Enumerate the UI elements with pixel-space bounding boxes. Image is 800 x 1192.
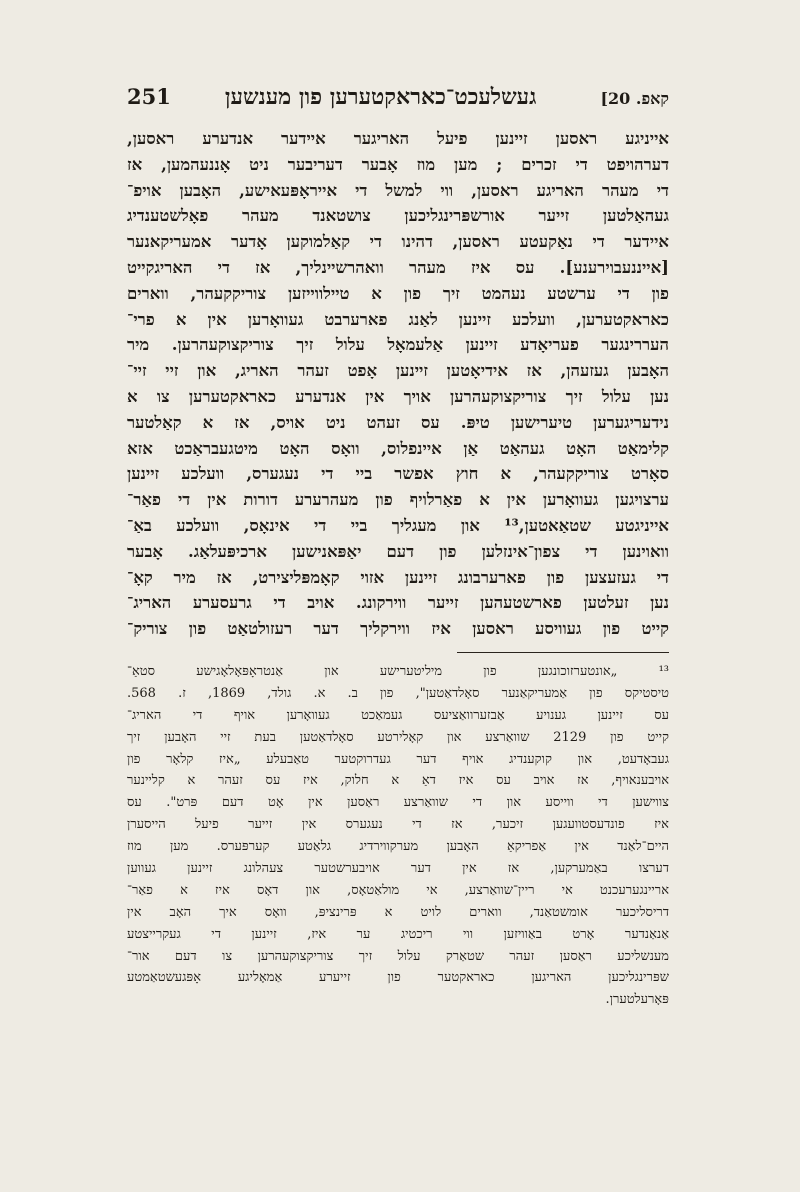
text-line: ערצויגען געוואָרען אין א פאַרלויף פון מעהרערע דורות אין די פאַר־ bbox=[127, 490, 669, 510]
text-line: געהאַלטען זייער אורשפּרינגליכען צושטאנד מעהר פאָלשטענדיג bbox=[127, 206, 669, 226]
footnote-line: קייט פון 2129 שוואַרצע און קאָלירטע סאָלדאַטען בעת זיי האָבען זיך bbox=[127, 729, 669, 745]
page-header bbox=[127, 84, 669, 120]
text-line: אייניגטע שטאַאטען,¹³ און מעגליך ביי די אינאָס, וועלכע באַ־ bbox=[127, 515, 669, 535]
text-line: כאראקטערען, וועלכע זיינען לאַנג פארערבט געוואָרען אין א פרי־ bbox=[127, 309, 669, 329]
text-line: וואוינען די צפון־אינזלען פון דעם יאַפּאנישען ארכיפּעלאַג. אָבער bbox=[127, 541, 669, 561]
footnote-line: אַנאַנדער אָרט באַוויזען ווי ריכטיג ער איז, זיינען די געקרייצטע bbox=[127, 926, 669, 942]
footnote-line: דריסליכער אומשטאַנד, ווארים לויט א פּרינציפּ, וואָס איך האָב אין bbox=[127, 904, 669, 920]
footnote-line: פּאָרעלטערן. bbox=[605, 992, 669, 1008]
footnote-line: געבאָדעט, און קוקענדיג אויף דער געדרוקטער טאַבעלע „איז קלאָר פון bbox=[127, 751, 669, 767]
text-line: די מעהר האריגע ראסען, ווי למשל די אייראָפּעאישע, האָבען אויפ־ bbox=[127, 180, 669, 200]
text-line: האָבען געזעהן, אז אידיאָטען זיינען אָפט זעהר האריג, און זיי זיי־ bbox=[127, 361, 669, 381]
footnote-line: דערצו באַמערקען, אז אין דער אויבערשטער צעהלונג זיינען געווען bbox=[127, 860, 669, 876]
chapter-label: קאפ. 20] bbox=[600, 89, 669, 108]
text-line: קייט פון געוויסע ראסען איז ווירקליך דער רעזולטאַט פון צוריק־ bbox=[127, 619, 669, 639]
text-line: דערהויפט די זכרים ; מען מוז אָבער דעריבער ניט אָננעהמען, אז bbox=[127, 154, 669, 174]
text-line: פון די ערשטע נעהמט זיך פון א טיילווייזען צוריקקעהר, ווארים bbox=[127, 283, 669, 303]
text-line: [אייננעבוירענע]. עס איז מעהר וואהרשיינליך, אז די האריגקייט bbox=[127, 257, 669, 277]
footnote-line: איז פונדעסטוועגען זיכער, אז די נעגערס אין זייער פיעל הייסערן bbox=[127, 817, 669, 833]
text-line: נען זעלטען פארשטעהען זייער ווירקונג. אויב די גרעסערע האריג־ bbox=[127, 593, 669, 613]
text-line: נידעריגערען טיערישען טיפּ. עס זעהט ניט אויס, אז א קאַלטער bbox=[127, 412, 669, 432]
footnote-line: מענשליכע ראַסען זעהר שטאַרק עלול זיך צוריקצוקעהרען צו דעם אור־ bbox=[127, 948, 669, 964]
footnote-line: ¹³ „אונטערזוכונגען פון מיליטערישע און אַנטראָפּאָלאָגישע סטאַ־ bbox=[127, 663, 669, 679]
footnote-line: אריינגערעכנט אי ריין־שוואַרצע, אי מולאַטאָס, און דאָס איז א פאַר־ bbox=[127, 882, 669, 898]
footnote-line: עס זיינען גענויע אַבזערוואַציעס געמאַכט געוואָרען אויף די האריג־ bbox=[127, 707, 669, 723]
text-line: איידער די נאַקעטע ראסען, דהינו די קאַלמוקען אָדער אמעריקאנער bbox=[127, 232, 669, 252]
text-line: סאָרט צוריקקעהר, א חוץ אפשר ביי די נעגערס, וועלכע זיינען bbox=[127, 464, 669, 484]
page-number: 251 bbox=[127, 84, 171, 109]
footnote-divider bbox=[457, 652, 669, 653]
footnote-line: אויבענאויף, אז אויב עס איז דאַ א חלוק, איז עס זעהר א קליינער bbox=[127, 773, 669, 789]
main-text bbox=[127, 126, 669, 642]
text-line: נען עלול זיך צוריקצוקעהרען אויך אין אנדערע כאראקטערען צו א bbox=[127, 386, 669, 406]
text-line: אייניגע ראסען זיינען פיעל האריגער איידער אנדערע ראסען, bbox=[127, 129, 669, 148]
text-line: קלימאַט האָט געהאַט אַן איינפלוס, וואָס האָט מיטגעבראַכט אזא bbox=[127, 438, 669, 458]
text-line: די געזעצען פון פארערבונג זיינען אזוי קאָמפּליצירט, אז מיר קאָ־ bbox=[127, 567, 669, 587]
footnote-line: טיסטיקס פון אַמעריקאַנער סאָלדאַטען", פון ב. א. גולד, 1869, ז. 568. bbox=[127, 685, 669, 701]
footnotes bbox=[127, 661, 669, 1011]
footnote-line: צווישען די ווייסע און די שוואַרצע ראַסען אין אָט דעם פּרט". עס bbox=[127, 795, 669, 811]
running-title: געשלעכט־כאראקטערען פון מענשען bbox=[224, 84, 537, 110]
text-line: העררינגער פעריאָדע זיינען אַלעמאָל עלול זיך צוריקצוקעהרען. מיר bbox=[127, 335, 669, 355]
footnote-line: היים־לאַנד אין אַפריקאַ האָבען מערקווירדיג גלאַטע קערפּערס. מען מוז bbox=[127, 839, 669, 855]
footnote-line: שפּרינגליכען האריגען כאראקטער פון זייערע אַמאָליגע אָפּגעשטאַמטע bbox=[127, 970, 669, 986]
